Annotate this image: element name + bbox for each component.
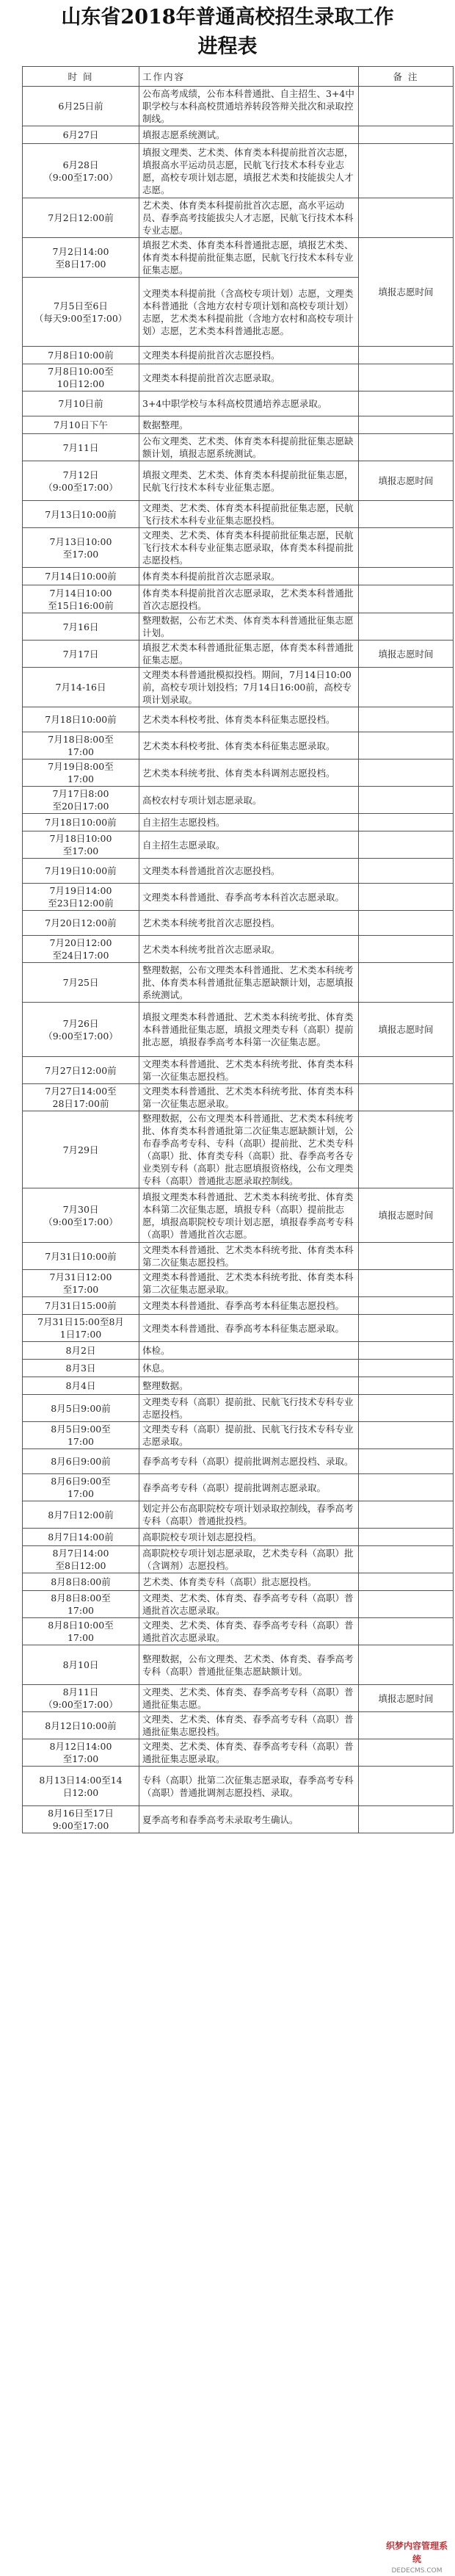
row-content: 文理类本科普通批、春季高考本科征集志愿投档。 xyxy=(139,1297,359,1315)
row-time: 8月6日9:00前 xyxy=(23,1449,139,1474)
row-content: 文理类本科普通批、春季高考本科首次志愿录取。 xyxy=(139,884,359,911)
row-note xyxy=(359,831,454,859)
row-content: 文理类本科普通批、艺术类本科统考批、体育类本科第一次征集志愿投档。 xyxy=(139,1057,359,1084)
row-note xyxy=(359,1360,454,1377)
row-content: 文理类本科提前批首次志愿投档。 xyxy=(139,347,359,364)
row-note xyxy=(359,1449,454,1474)
row-note xyxy=(359,568,454,585)
title-line-2: 进程表 xyxy=(197,35,258,58)
row-note xyxy=(359,198,454,238)
row-content: 公布文理类、艺术类、体育类本科提前批征集志愿缺额计划，填报志愿系统测试。 xyxy=(139,434,359,461)
row-time: 7月19日10:00前 xyxy=(23,859,139,884)
row-content: 文理类、艺术类、体育类、春季高考专科（高职）普通批首次志愿录取。 xyxy=(139,1618,359,1645)
row-content: 填报文理类、艺术类、体育类本科提前批征集志愿，民航飞行技术本科专业征集志愿。 xyxy=(139,461,359,501)
row-content: 文理类专科（高职）提前批、民航飞行技术专科专业志愿录取。 xyxy=(139,1422,359,1449)
row-content: 填报志愿系统测试。 xyxy=(139,126,359,144)
header-time: 时 间 xyxy=(23,67,139,87)
row-note xyxy=(359,144,454,198)
table-row xyxy=(23,1243,454,1270)
row-content: 整理数据，公布文理类、艺术类、体育类、春季高考专科（高职）普通批征集志愿缺额计划。 xyxy=(139,1645,359,1685)
row-content: 艺术类本科校考批、体育类本科征集志愿录取。 xyxy=(139,732,359,760)
row-time: 8月13日14:00至14 日12:00 xyxy=(23,1767,139,1806)
row-content: 文理类本科普通批首次志愿投档。 xyxy=(139,859,359,884)
schedule-table xyxy=(22,66,454,1833)
row-time: 8月12日14:00 至17:00 xyxy=(23,1739,139,1767)
watermark-url: DEDECMS.COM xyxy=(391,2567,443,2575)
row-note xyxy=(359,1501,454,1529)
row-note xyxy=(359,1084,454,1111)
table-row xyxy=(23,392,454,416)
row-content: 文理类、艺术类、体育类、春季高考专科（高职）普通批征集志愿录取。 xyxy=(139,1739,359,1767)
row-note xyxy=(359,87,454,126)
row-content: 艺术类本科统考批、体育类本科调剂志愿投档。 xyxy=(139,760,359,787)
row-note xyxy=(359,1377,454,1395)
table-row xyxy=(23,1501,454,1529)
row-time: 8月8日8:00前 xyxy=(23,1573,139,1591)
row-content: 高校农村专项计划志愿录取。 xyxy=(139,787,359,814)
row-note xyxy=(359,859,454,884)
table-row xyxy=(23,1084,454,1111)
table-row xyxy=(23,416,454,434)
table-row xyxy=(23,911,454,936)
row-note xyxy=(359,884,454,911)
row-note xyxy=(359,416,454,434)
row-note xyxy=(359,1422,454,1449)
table-row xyxy=(23,501,454,528)
row-content: 春季高考专科（高职）提前批调剂志愿录取。 xyxy=(139,1474,359,1501)
row-time: 8月8日8:00至 17:00 xyxy=(23,1591,139,1618)
table-row xyxy=(23,126,454,144)
row-content: 文理类本科提前批首次志愿录取。 xyxy=(139,364,359,392)
table-row xyxy=(23,1422,454,1449)
row-content: 文理类本科提前批（含高校专项计划）志愿，文理类本科普通批（含地方农村专项计划和高校专项计划）志愿，艺术类本科提前批（含地方农村和高校专项计划）志愿，艺术类本科普通批志愿。 xyxy=(139,278,359,347)
row-note xyxy=(359,1767,454,1806)
header-content: 工作内容 xyxy=(139,67,359,87)
row-note xyxy=(359,1712,454,1739)
row-note xyxy=(359,392,454,416)
table-row xyxy=(23,528,454,568)
row-content: 文理类、艺术类、体育类、春季高考专科（高职）普通批首次志愿录取。 xyxy=(139,1591,359,1618)
row-content: 高职院校专项计划志愿投档。 xyxy=(139,1529,359,1546)
row-note xyxy=(359,364,454,392)
row-content: 体育类本科提前批首次志愿录取，艺术类本科普通批首次志愿投档。 xyxy=(139,585,359,613)
row-time: 7月10日下午 xyxy=(23,416,139,434)
table-row xyxy=(23,144,454,198)
row-time: 7月13日10:00前 xyxy=(23,501,139,528)
row-time: 7月14日10:00 至15日16:00前 xyxy=(23,585,139,613)
table-row xyxy=(23,1573,454,1591)
row-time: 7月19日8:00至 17:00 xyxy=(23,760,139,787)
row-time: 7月8日10:00前 xyxy=(23,347,139,364)
row-content: 文理类本科普通批、艺术类本科统考批、体育类本科第二次征集志愿录取。 xyxy=(139,1270,359,1297)
table-row xyxy=(23,1739,454,1767)
document-title xyxy=(0,3,455,62)
row-time: 8月8日10:00至 17:00 xyxy=(23,1618,139,1645)
table-body xyxy=(23,87,454,1833)
row-note xyxy=(359,501,454,528)
row-time: 7月20日12:00 至24日17:00 xyxy=(23,936,139,963)
table-row xyxy=(23,1529,454,1546)
table-row xyxy=(23,732,454,760)
table-row xyxy=(23,1377,454,1395)
row-content: 自主招生志愿投档。 xyxy=(139,814,359,831)
row-note xyxy=(359,760,454,787)
row-time: 8月5日9:00前 xyxy=(23,1395,139,1422)
row-time: 7月26日 （9:00至17:00） xyxy=(23,1003,139,1057)
row-content: 文理类本科普通批模拟投档。期间，7月14日10:00前，高校专项计划投档；7月14日16:00前，高校专项计划录取。 xyxy=(139,668,359,707)
row-content: 填报文理类本科普通批、艺术类本科统考批、体育类本科普通批征集志愿，填报文理类专科（高职）提前批志愿，填报春季高考本科第一次征集志愿。 xyxy=(139,1003,359,1057)
row-content: 文理类专科（高职）提前批、民航飞行技术专科专业志愿投档。 xyxy=(139,1395,359,1422)
row-time: 8月5日9:00至 17:00 xyxy=(23,1422,139,1449)
row-time: 7月19日14:00 至23日12:00前 xyxy=(23,884,139,911)
row-time: 7月31日12:00 至17:00 xyxy=(23,1270,139,1297)
watermark-logo: 织梦内容管理系统 xyxy=(385,2541,448,2564)
row-time: 6月28日 （9:00至17:00） xyxy=(23,144,139,198)
row-content: 文理类本科普通批、艺术类本科统考批、体育类本科第二次征集志愿投档。 xyxy=(139,1243,359,1270)
row-note xyxy=(359,787,454,814)
table-row xyxy=(23,831,454,859)
row-note: 填报志愿时间 xyxy=(359,641,454,668)
row-content: 自主招生志愿录取。 xyxy=(139,831,359,859)
table-row xyxy=(23,1315,454,1342)
header-note: 备 注 xyxy=(359,67,454,87)
row-time: 7月30日 （9:00至17:00） xyxy=(23,1188,139,1243)
row-time: 7月29日 xyxy=(23,1111,139,1188)
row-time: 7月31日15:00至8月 1日17:00 xyxy=(23,1315,139,1342)
row-content: 文理类、艺术类、体育类本科提前批征集志愿，民航飞行技术本科专业征集志愿投档。 xyxy=(139,501,359,528)
row-time: 7月2日14:00 至8日17:00 xyxy=(23,238,139,278)
row-note xyxy=(359,911,454,936)
row-time: 8月6日9:00至 17:00 xyxy=(23,1474,139,1501)
row-content: 夏季高考和春季高考未录取考生确认。 xyxy=(139,1806,359,1833)
row-time: 7月18日10:00 至17:00 xyxy=(23,831,139,859)
row-content: 整理数据，公布文理类本科普通批、艺术类本科统考批、体育类本科普通批第二次征集志愿缺额计划，公布春季高考专科、专科（高职）提前批、艺术类专科（高职）批、体育类专科（高职）批、春季高考各专业类别专科（高职）批志愿填报资格线，公布文理类专科（高职）普通批志愿录取控制线。 xyxy=(139,1111,359,1188)
row-note xyxy=(359,732,454,760)
row-note xyxy=(359,1573,454,1591)
table-row xyxy=(23,1003,454,1057)
row-time: 8月12日10:00前 xyxy=(23,1712,139,1739)
watermark xyxy=(383,2539,451,2575)
row-time: 7月14日10:00前 xyxy=(23,568,139,585)
row-time: 8月7日12:00前 xyxy=(23,1501,139,1529)
table-row xyxy=(23,1767,454,1806)
row-note xyxy=(359,1591,454,1618)
row-content: 艺术类本科统考批首次志愿录取。 xyxy=(139,936,359,963)
table-header-row xyxy=(23,67,454,87)
row-content: 体育类本科提前批首次志愿录取。 xyxy=(139,568,359,585)
row-time: 7月5日至6日 （每天9:00至17:00） xyxy=(23,278,139,347)
table-row xyxy=(23,568,454,585)
table-row xyxy=(23,963,454,1003)
row-time: 7月17日8:00 至20日17:00 xyxy=(23,787,139,814)
row-note xyxy=(359,1297,454,1315)
row-time: 7月27日12:00前 xyxy=(23,1057,139,1084)
row-note: 填报志愿时间 xyxy=(359,461,454,501)
row-time: 7月27日14:00至 28日17:00前 xyxy=(23,1084,139,1111)
row-time: 7月17日 xyxy=(23,641,139,668)
row-content: 艺术类本科校考批、体育类本科征集志愿投档。 xyxy=(139,707,359,732)
table-row xyxy=(23,787,454,814)
table-row xyxy=(23,1449,454,1474)
table-row xyxy=(23,1057,454,1084)
table-row xyxy=(23,1395,454,1422)
row-time: 8月10日 xyxy=(23,1645,139,1685)
row-note xyxy=(359,707,454,732)
row-content: 文理类本科普通批、艺术类本科统考批、体育类本科第一次征集志愿录取。 xyxy=(139,1084,359,1111)
table-row xyxy=(23,1645,454,1685)
row-content: 艺术类本科统考批首次志愿投档。 xyxy=(139,911,359,936)
row-note xyxy=(359,1315,454,1342)
row-content: 休息。 xyxy=(139,1360,359,1377)
title-line-1: 山东省2018年普通高校招生录取工作 xyxy=(61,6,394,29)
row-time: 7月31日10:00前 xyxy=(23,1243,139,1270)
table-row xyxy=(23,87,454,126)
row-note: 填报志愿时间 xyxy=(359,238,454,347)
row-time: 8月11日 （9:00至17:00） xyxy=(23,1685,139,1712)
row-content: 填报艺术类、体育类本科普通批志愿，填报艺术类、体育类本科提前批征集志愿，民航飞行技术本科专业征集志愿。 xyxy=(139,238,359,278)
row-note xyxy=(359,347,454,364)
table-row xyxy=(23,1270,454,1297)
row-note: 填报志愿时间 xyxy=(359,1685,454,1712)
row-content: 整理数据。 xyxy=(139,1377,359,1395)
row-note xyxy=(359,434,454,461)
row-content: 文理类、艺术类、体育类、春季高考专科（高职）普通批征集志愿。 xyxy=(139,1685,359,1712)
row-note xyxy=(359,528,454,568)
row-note xyxy=(359,1618,454,1645)
table-row xyxy=(23,936,454,963)
row-time: 7月25日 xyxy=(23,963,139,1003)
table-row xyxy=(23,1342,454,1360)
row-note xyxy=(359,1111,454,1188)
row-note xyxy=(359,814,454,831)
table-row xyxy=(23,668,454,707)
row-note xyxy=(359,126,454,144)
row-content: 体检。 xyxy=(139,1342,359,1360)
table-row xyxy=(23,641,454,668)
row-content: 3+4中职学校与本科高校贯通培养志愿录取。 xyxy=(139,392,359,416)
row-note xyxy=(359,1806,454,1833)
row-time: 7月14-16日 xyxy=(23,668,139,707)
row-content: 春季高考专科（高职）提前批调剂志愿投档、录取。 xyxy=(139,1449,359,1474)
row-note: 填报志愿时间 xyxy=(359,1188,454,1243)
table-row xyxy=(23,1618,454,1645)
table-row xyxy=(23,884,454,911)
row-note xyxy=(359,936,454,963)
row-content: 高职院校专项计划志愿录取，艺术类专科（高职）批（含调剂）志愿投档。 xyxy=(139,1546,359,1573)
table-row xyxy=(23,814,454,831)
row-time: 7月13日10:00 至17:00 xyxy=(23,528,139,568)
table-row xyxy=(23,238,454,278)
row-note xyxy=(359,1243,454,1270)
row-time: 6月27日 xyxy=(23,126,139,144)
row-time: 8月4日 xyxy=(23,1377,139,1395)
table-row xyxy=(23,434,454,461)
row-content: 填报艺术类本科普通批征集志愿，体育类本科普通批征集志愿。 xyxy=(139,641,359,668)
table-row xyxy=(23,1685,454,1712)
table-row xyxy=(23,1188,454,1243)
row-time: 7月18日10:00前 xyxy=(23,707,139,732)
row-time: 7月2日12:00前 xyxy=(23,198,139,238)
row-note xyxy=(359,668,454,707)
table-row xyxy=(23,707,454,732)
row-note xyxy=(359,1270,454,1297)
table-row xyxy=(23,613,454,641)
table-row xyxy=(23,760,454,787)
table-row xyxy=(23,585,454,613)
row-content: 文理类、艺术类、体育类本科提前批征集志愿，民航飞行技术本科专业征集志愿录取，体育类本科提前批志愿投档。 xyxy=(139,528,359,568)
row-content: 填报文理类本科普通批、艺术类本科统考批、体育类本科第二次征集志愿，填报专科（高职）提前批志愿，填报高职院校专项计划志愿，填报春季高考专科（高职）普通批首次志愿。 xyxy=(139,1188,359,1243)
table-row xyxy=(23,1111,454,1188)
row-note xyxy=(359,1474,454,1501)
row-content: 整理数据，公布文理类本科普通批、艺术类本科统考批、体育类本科普通批征集志愿缺额计划，志愿填报系统测试。 xyxy=(139,963,359,1003)
table-row xyxy=(23,859,454,884)
table-row xyxy=(23,1360,454,1377)
row-time: 8月3日 xyxy=(23,1360,139,1377)
row-content: 艺术类、体育类专科（高职）批志愿投档。 xyxy=(139,1573,359,1591)
row-time: 8月7日14:00 至8日12:00 xyxy=(23,1546,139,1573)
table-row xyxy=(23,1297,454,1315)
row-note xyxy=(359,1342,454,1360)
row-time: 7月10日前 xyxy=(23,392,139,416)
row-note xyxy=(359,1645,454,1685)
table-row xyxy=(23,364,454,392)
table-row xyxy=(23,461,454,501)
row-content: 文理类、艺术类、体育类、春季高考专科（高职）普通批征集志愿投档。 xyxy=(139,1712,359,1739)
row-content: 整理数据，公布艺术类、体育类本科普通批征集志愿计划。 xyxy=(139,613,359,641)
table-row xyxy=(23,198,454,238)
row-content: 艺术类、体育类本科提前批首次志愿，高水平运动员、春季高考技能拔尖人才志愿，民航飞行技术本科专业志愿。 xyxy=(139,198,359,238)
row-note xyxy=(359,1739,454,1767)
row-time: 7月11日 xyxy=(23,434,139,461)
table-row xyxy=(23,1806,454,1833)
row-content: 数据整理。 xyxy=(139,416,359,434)
row-time: 7月8日10:00至 10日12:00 xyxy=(23,364,139,392)
table-row xyxy=(23,1474,454,1501)
row-note xyxy=(359,585,454,613)
row-time: 7月16日 xyxy=(23,613,139,641)
row-time: 8月7日14:00前 xyxy=(23,1529,139,1546)
table-row xyxy=(23,1591,454,1618)
row-content: 划定并公布高职院校专项计划录取控制线，春季高考专科（高职）普通批投档。 xyxy=(139,1501,359,1529)
row-content: 公布高考成绩，公布本科普通批、自主招生、3+4中职学校与本科高校贯通培养转段答辩关批次和录取控制线。 xyxy=(139,87,359,126)
row-time: 6月25日前 xyxy=(23,87,139,126)
row-content: 填报文理类、艺术类、体育类本科提前批首次志愿，填报高水平运动员志愿，民航飞行技术本科专业志愿，高校专项计划志愿，填报艺术类和技能拔尖人才志愿。 xyxy=(139,144,359,198)
row-note: 填报志愿时间 xyxy=(359,1003,454,1057)
row-time: 7月12日 （9:00至17:00） xyxy=(23,461,139,501)
row-note xyxy=(359,1057,454,1084)
row-note xyxy=(359,613,454,641)
row-note xyxy=(359,963,454,1003)
table-row xyxy=(23,1712,454,1739)
row-time: 8月16日至17日 9:00至17:00 xyxy=(23,1806,139,1833)
row-content: 专科（高职）批第二次征集志愿录取，春季高考专科（高职）普通批调剂志愿投档、录取。 xyxy=(139,1767,359,1806)
row-note xyxy=(359,1529,454,1546)
row-note xyxy=(359,1546,454,1573)
row-time: 8月2日 xyxy=(23,1342,139,1360)
row-note xyxy=(359,1395,454,1422)
row-content: 文理类本科普通批、春季高考本科征集志愿录取。 xyxy=(139,1315,359,1342)
row-time: 7月31日15:00前 xyxy=(23,1297,139,1315)
row-time: 7月18日10:00前 xyxy=(23,814,139,831)
row-time: 7月20日12:00前 xyxy=(23,911,139,936)
table-row xyxy=(23,347,454,364)
table-row xyxy=(23,1546,454,1573)
row-time: 7月18日8:00至 17:00 xyxy=(23,732,139,760)
